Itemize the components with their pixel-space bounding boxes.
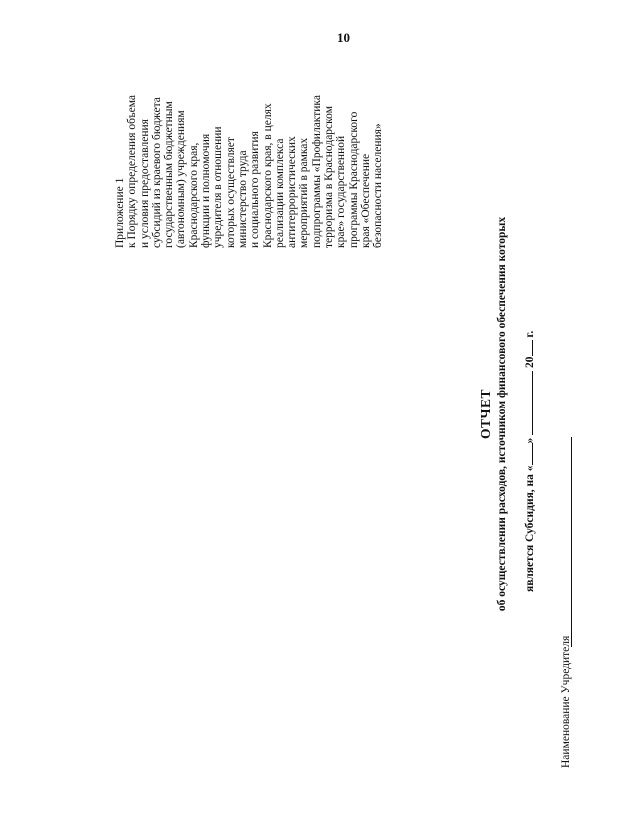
report-date-line — [522, 192, 536, 592]
appendix-note: Приложение 1 к Порядку определения объема и условия предоставления субсидий из краевого бюджета государственным бюджетным (автономным) учреждениям Краснодарского края, функции и полномочия учредителя в отношении которых осуществляет министерство труда и социального развития Краснодарского края, в целях реализации комплекса антитеррористических мероприятий в рамках подпрограммы «Профилактика терроризма в Краснодарском крае» государственной программы Краснодарского края «Обеспечение безопасности населения» — [114, 94, 385, 248]
year-prefix: 20 — [524, 356, 536, 368]
report-subtitle: об осуществлении расходов, источником финансового обеспечения которых — [496, 216, 508, 612]
date-quote-close: » — [524, 437, 536, 444]
year-blank[interactable] — [522, 340, 533, 356]
month-blank[interactable] — [522, 371, 533, 435]
institution-field-line[interactable] — [571, 437, 572, 647]
institution-label: Наименование Учредителя — [560, 635, 572, 768]
year-suffix: г. — [524, 330, 536, 338]
day-blank[interactable] — [522, 443, 533, 465]
page-number: 10 — [337, 30, 350, 45]
report-title: ОТЧЕТ — [478, 389, 493, 439]
date-line-prefix: является Субсидия, на « — [524, 465, 536, 592]
